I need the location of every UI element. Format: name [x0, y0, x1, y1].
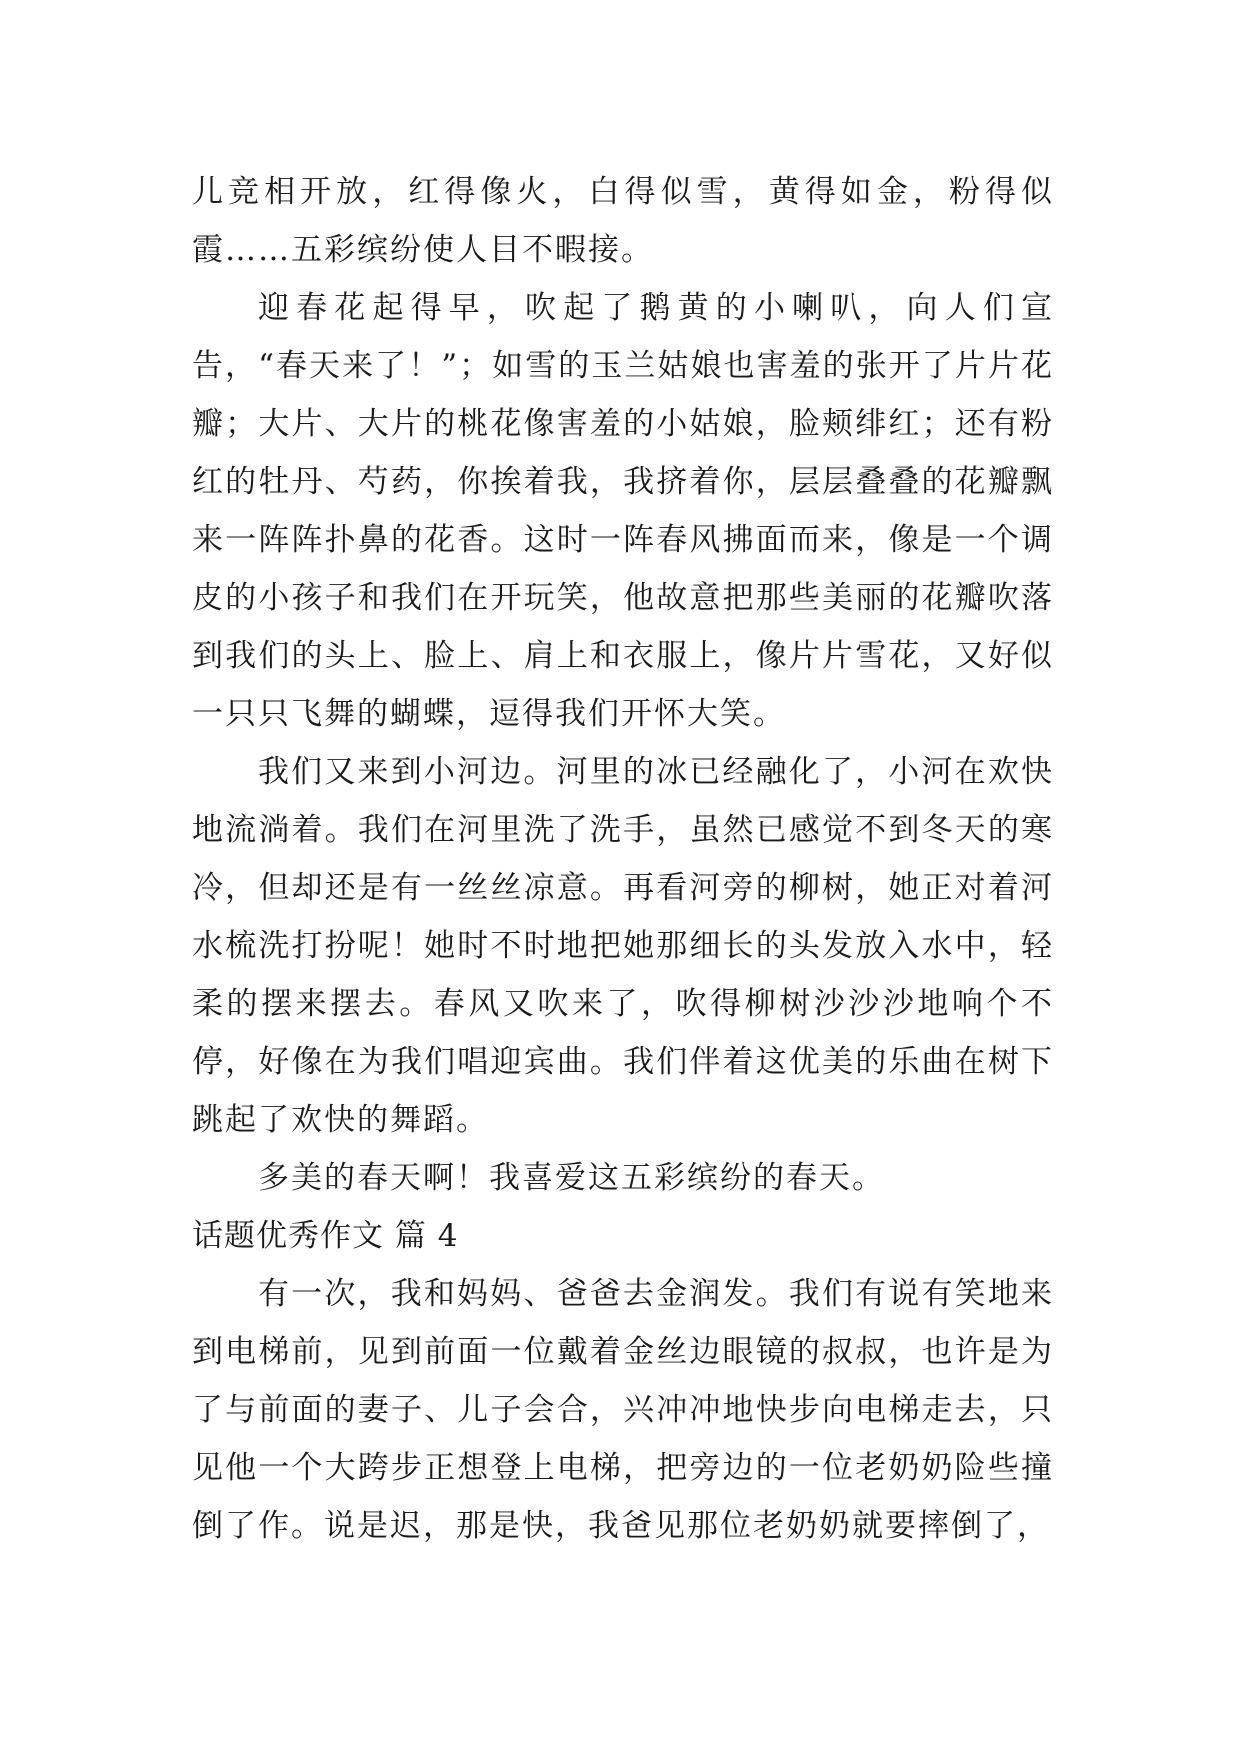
paragraph-2: 迎春花起得早，吹起了鹅黄的小喇叭，向人们宣告，“春天来了！”；如雪的玉兰姑娘也害羞的张开了片片花瓣；大片、大片的桃花像害羞的小姑娘，脸颊绯红；还有粉红的牡丹、芍药，你挨着我，我挤着你，层层叠叠的花瓣飘来一阵阵扑鼻的花香。这时一阵春风拂面而来，像是一个调皮的小孩子和我们在开玩笑，他故意把那些美丽的花瓣吹落到我们的头上、脸上、肩上和衣服上，像片片雪花，又好似一只只飞舞的蝴蝶，逗得我们开怀大笑。 [192, 290, 1054, 732]
document-body [192, 163, 1054, 1555]
paragraph-3: 我们又来到小河边。河里的冰已经融化了，小河在欢快地流淌着。我们在河里洗了洗手，虽然已感觉不到冬天的寒冷，但却还是有一丝丝凉意。再看河旁的柳树，她正对着河水梳洗打扮呢！她时不时地把她那细长的头发放入水中，轻柔的摆来摆去。春风又吹来了，吹得柳树沙沙沙地响个不停，好像在为我们唱迎宾曲。我们伴着这优美的乐曲在树下跳起了欢快的舞蹈。 [192, 754, 1054, 1138]
paragraph-5: 有一次，我和妈妈、爸爸去金润发。我们有说有笑地来到电梯前，见到前面一位戴着金丝边眼镜的叔叔，也许是为了与前面的妻子、儿子会合，兴冲冲地快步向电梯走去，只见他一个大跨步正想登上电梯，把旁边的一位老奶奶险些撞倒了作。说是迟，那是快，我爸见那位老奶奶就要摔倒了， [192, 1276, 1054, 1544]
section-heading: 话题优秀作文 篇 4 [192, 1218, 459, 1254]
paragraph-4: 多美的春天啊！我喜爱这五彩缤纷的春天。 [258, 1160, 885, 1196]
paragraph-1: 儿竞相开放，红得像火，白得似雪，黄得如金，粉得似霞……五彩缤纷使人目不暇接。 [192, 174, 1054, 268]
